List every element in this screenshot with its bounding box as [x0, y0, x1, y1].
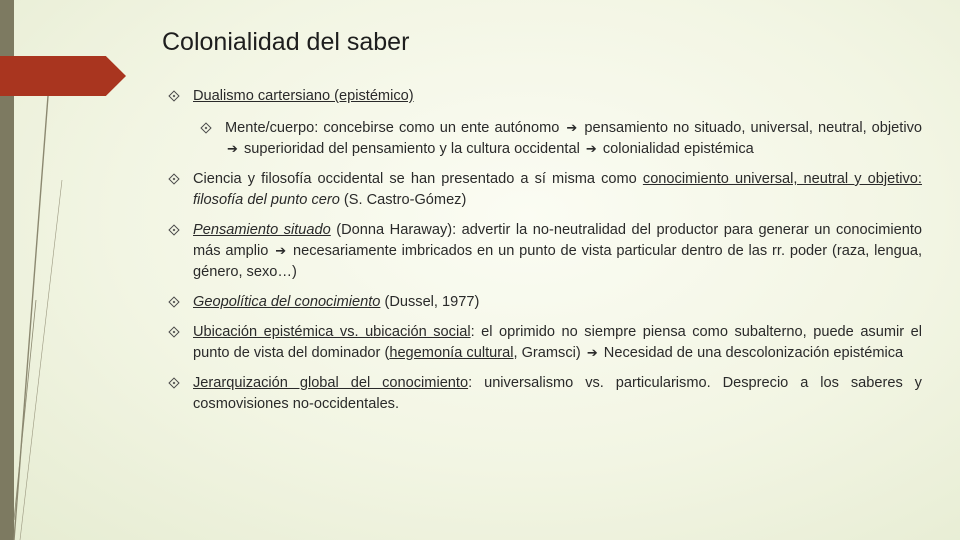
- diamond-bullet-icon: [168, 296, 179, 307]
- bullet-text: pensamiento no situado, universal, neutral, objetivo: [579, 120, 922, 136]
- bullet-list: [168, 86, 922, 424]
- bullet-text: Mente/cuerpo: concebirse como un ente autónomo: [225, 120, 565, 136]
- diamond-bullet-icon: [168, 377, 179, 388]
- bullet-text: Jerarquización global del conocimiento: [193, 375, 469, 391]
- bullet-text: Geopolítica del conocimiento: [193, 294, 381, 310]
- bullet-text: hegemonía cultural: [389, 345, 514, 361]
- bullet-text: filosofía del punto cero: [193, 192, 340, 208]
- bullet-item: [168, 373, 922, 415]
- slide-title: Colonialidad del saber: [162, 28, 410, 56]
- right-arrow-icon: ➔: [275, 244, 287, 259]
- bullet-item: [168, 169, 922, 211]
- right-arrow-icon: ➔: [566, 121, 578, 136]
- bullet-text: superioridad del pensamiento y la cultura occidental: [239, 141, 584, 157]
- title-accent-tab: [0, 56, 126, 96]
- bullet-text: Dualismo cartersiano (epistémico): [193, 88, 414, 104]
- bullet-text: , Gramsci): [513, 345, 585, 361]
- right-arrow-icon: ➔: [227, 142, 238, 157]
- right-arrow-icon: ➔: [585, 142, 597, 157]
- right-arrow-icon: ➔: [586, 346, 598, 361]
- diamond-bullet-icon: [168, 224, 179, 235]
- bullet-text: Ciencia y filosofía occidental se han presentado a sí misma como: [193, 171, 643, 187]
- bullet-text: Necesidad de una descolonización epistémica: [599, 345, 904, 361]
- diamond-bullet-icon: [200, 122, 211, 133]
- bullet-text: colonialidad epistémica: [598, 141, 754, 157]
- diamond-bullet-icon: [168, 173, 179, 184]
- bullet-text: : universalismo vs. particularismo. Desprecio a los saberes y cosmovisiones no-occidentales.: [193, 375, 922, 412]
- bullet-item: [168, 322, 922, 364]
- bullet-text: necesariamente imbricados en un punto de vista particular dentro de las rr. poder (raza, lengua, género, sexo…): [193, 243, 922, 280]
- sub-bullet-item: [200, 118, 922, 160]
- bullet-text: (S. Castro-Gómez): [339, 192, 467, 208]
- bullet-text: Ubicación epistémica vs. ubicación social: [193, 324, 471, 340]
- bullet-text: (Dussel, 1977): [380, 294, 480, 310]
- bullet-text: : el oprimido no siempre piensa como subalterno, puede asumir el punto de vista del dominador (: [193, 324, 922, 361]
- bullet-text: conocimiento universal, neutral y objetivo:: [642, 171, 922, 187]
- diamond-bullet-icon: [168, 90, 179, 101]
- diamond-bullet-icon: [168, 326, 179, 337]
- bullet-text: (Donna Haraway): advertir la no-neutralidad del productor para generar un conocimiento más amplio: [193, 222, 922, 259]
- bullet-item: [168, 86, 922, 107]
- bullet-item: [168, 220, 922, 283]
- bullet-item: [168, 292, 922, 313]
- bullet-text: Pensamiento situado: [193, 222, 331, 238]
